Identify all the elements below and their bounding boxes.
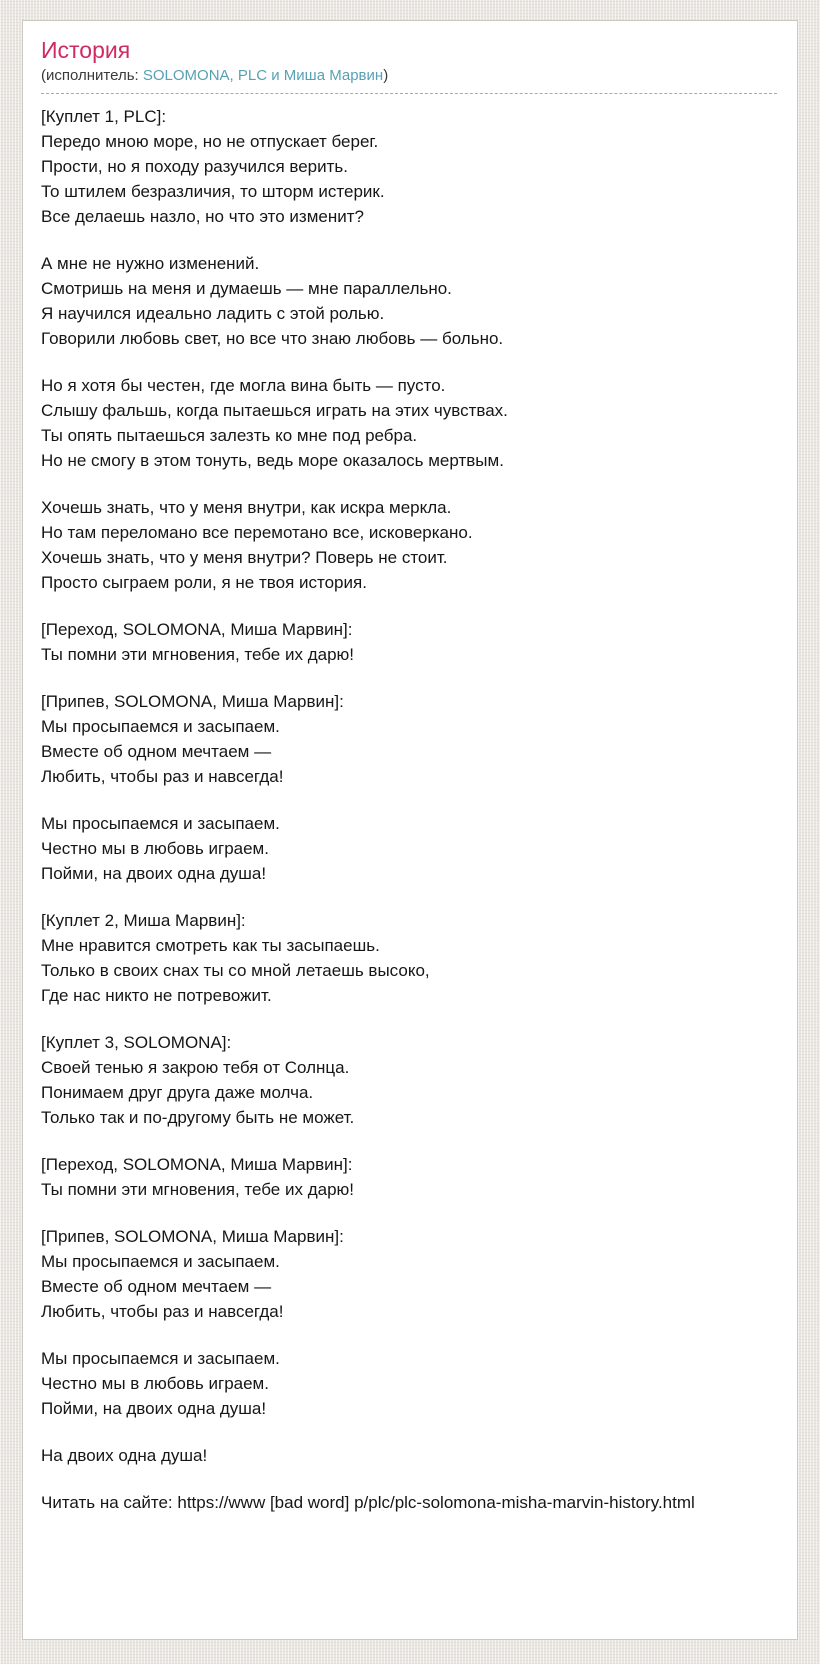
artist-link[interactable]: SOLOMONA, PLC и Миша Марвин <box>142 67 384 84</box>
lyrics-stanza <box>41 1152 777 1202</box>
lyrics-stanza <box>41 104 777 229</box>
lyric-line: Прости, но я походу разучился верить. <box>41 157 348 176</box>
lyric-line: Пойми, на двоих одна душа! <box>41 1399 267 1418</box>
artist-subtitle <box>41 66 777 94</box>
lyric-line: Передо мною море, но не отпускает берег. <box>41 132 379 151</box>
lyric-line: Ты помни эти мгновения, тебе их дарю! <box>41 1180 355 1199</box>
lyric-line: Пойми, на двоих одна душа! <box>41 864 267 883</box>
lyric-line: Понимаем друг друга даже молча. <box>41 1083 314 1102</box>
lyrics-stanza <box>41 1224 777 1324</box>
lyric-line: Честно мы в любовь играем. <box>41 1374 269 1393</box>
lyric-line: Я научился идеально ладить с этой ролью. <box>41 304 385 323</box>
lyric-line: [Припев, SOLOMONA, Миша Марвин]: <box>41 1227 344 1246</box>
song-title: История <box>41 37 131 63</box>
subtitle-prefix: (исполнитель: <box>41 67 143 84</box>
lyric-line: Все делаешь назло, но что это изменит? <box>41 207 364 226</box>
lyrics-stanza <box>41 1346 777 1421</box>
lyric-line: [Припев, SOLOMONA, Миша Марвин]: <box>41 692 344 711</box>
lyrics-stanza <box>41 617 777 667</box>
subtitle-suffix: ) <box>383 67 389 84</box>
lyric-line: Любить, чтобы раз и навсегда! <box>41 767 284 786</box>
lyric-line: [Переход, SOLOMONA, Миша Марвин]: <box>41 620 353 639</box>
lyrics <box>41 104 777 1468</box>
lyric-line: Но там переломано все перемотано все, исковеркано. <box>41 523 473 542</box>
lyric-line: А мне не нужно изменений. <box>41 254 260 273</box>
lyric-line: Смотришь на меня и думаешь — мне параллельно. <box>41 279 452 298</box>
lyric-line: Но не смогу в этом тонуть, ведь море оказалось мертвым. <box>41 451 504 470</box>
lyric-line: Ты помни эти мгновения, тебе их дарю! <box>41 645 355 664</box>
lyrics-stanza <box>41 811 777 886</box>
lyric-line: Мы просыпаемся и засыпаем. <box>41 1349 280 1368</box>
lyrics-stanza <box>41 689 777 789</box>
lyric-line: Говорили любовь свет, но все что знаю любовь — больно. <box>41 329 504 348</box>
lyric-line: [Куплет 2, Миша Марвин]: <box>41 911 246 930</box>
lyric-line: Мне нравится смотреть как ты засыпаешь. <box>41 936 380 955</box>
lyric-line: Вместе об одном мечтаем — <box>41 1277 272 1296</box>
lyric-line: То штилем безразличия, то шторм истерик. <box>41 182 385 201</box>
lyric-line: [Куплет 1, PLC]: <box>41 107 167 126</box>
lyric-line: Мы просыпаемся и засыпаем. <box>41 814 280 833</box>
lyric-line: [Переход, SOLOMONA, Миша Марвин]: <box>41 1155 353 1174</box>
source-url-line: Читать на сайте: https://www [bad word] p/plc/plc-solomona-misha-marvin-history.html <box>41 1493 695 1512</box>
lyric-line: Хочешь знать, что у меня внутри? Поверь не стоит. <box>41 548 448 567</box>
lyrics-stanza <box>41 251 777 351</box>
lyric-line: Где нас никто не потревожит. <box>41 986 272 1005</box>
lyric-line: Только в своих снах ты со мной летаешь высоко, <box>41 961 430 980</box>
lyrics-stanza <box>41 1443 777 1468</box>
lyrics-stanza <box>41 908 777 1008</box>
lyrics-stanza <box>41 373 777 473</box>
lyrics-card <box>22 20 798 1640</box>
lyric-line: Слышу фальшь, когда пытаешься играть на этих чувствах. <box>41 401 508 420</box>
lyric-line: Мы просыпаемся и засыпаем. <box>41 717 280 736</box>
lyrics-stanza <box>41 495 777 595</box>
lyric-line: Ты опять пытаешься залезть ко мне под ребра. <box>41 426 418 445</box>
lyric-line: Просто сыграем роли, я не твоя история. <box>41 573 367 592</box>
lyric-line: Но я хотя бы честен, где могла вина быть — пусто. <box>41 376 446 395</box>
lyric-line: [Куплет 3, SOLOMONA]: <box>41 1033 232 1052</box>
lyric-line: Только так и по-другому быть не может. <box>41 1108 355 1127</box>
lyric-line: Честно мы в любовь играем. <box>41 839 269 858</box>
lyric-line: На двоих одна душа! <box>41 1446 208 1465</box>
lyric-line: Любить, чтобы раз и навсегда! <box>41 1302 284 1321</box>
lyric-line: Хочешь знать, что у меня внутри, как искра меркла. <box>41 498 452 517</box>
lyrics-stanza <box>41 1030 777 1130</box>
lyric-line: Мы просыпаемся и засыпаем. <box>41 1252 280 1271</box>
lyric-line: Вместе об одном мечтаем — <box>41 742 272 761</box>
lyric-line: Своей тенью я закрою тебя от Солнца. <box>41 1058 350 1077</box>
